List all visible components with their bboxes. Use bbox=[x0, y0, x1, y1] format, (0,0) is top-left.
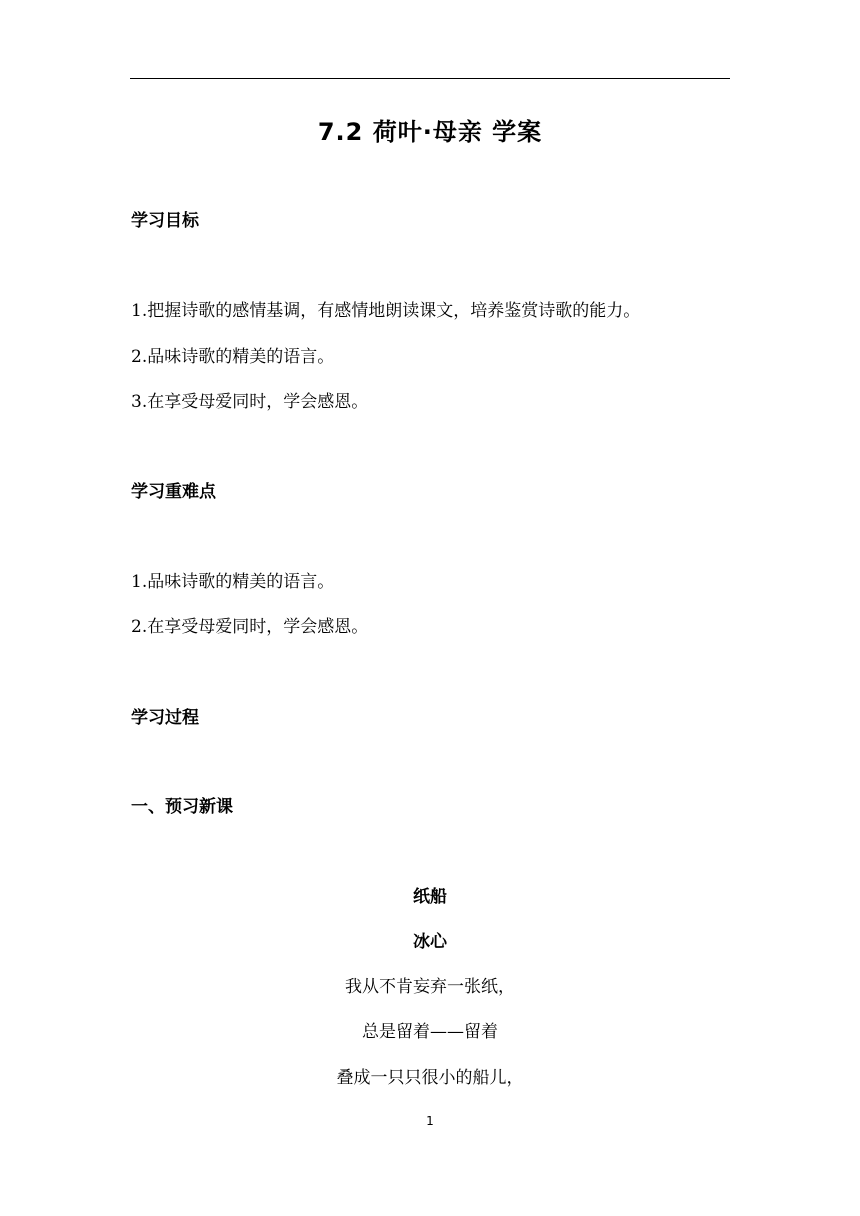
section-heading-learning-goals: 学习目标 bbox=[131, 211, 199, 231]
poem-author: 冰心 bbox=[413, 932, 447, 952]
section-heading-preview: 一、预习新课 bbox=[131, 797, 233, 817]
section-heading-process: 学习过程 bbox=[131, 708, 199, 728]
header-rule bbox=[130, 78, 730, 79]
poem-line-1: 我从不肯妄弃一张纸， bbox=[345, 977, 515, 997]
key-point-item-2: 2.在享受母爱同时，学会感恩。 bbox=[131, 617, 369, 637]
page-number: 1 bbox=[426, 1114, 434, 1128]
goal-item-1: 1.把握诗歌的感情基调，有感情地朗读课文，培养鉴赏诗歌的能力。 bbox=[131, 301, 641, 321]
poem-line-3: 叠成一只只很小的船儿， bbox=[336, 1068, 524, 1088]
section-heading-key-points: 学习重难点 bbox=[131, 482, 216, 502]
goal-item-3: 3.在享受母爱同时，学会感恩。 bbox=[131, 392, 369, 412]
poem-title: 纸船 bbox=[413, 887, 447, 907]
key-point-item-1: 1.品味诗歌的精美的语言。 bbox=[131, 572, 335, 592]
document-title: 7.2 荷叶·母亲 学案 bbox=[317, 118, 543, 146]
poem-line-2: 总是留着——留着 bbox=[362, 1022, 498, 1042]
goal-item-2: 2.品味诗歌的精美的语言。 bbox=[131, 347, 335, 367]
